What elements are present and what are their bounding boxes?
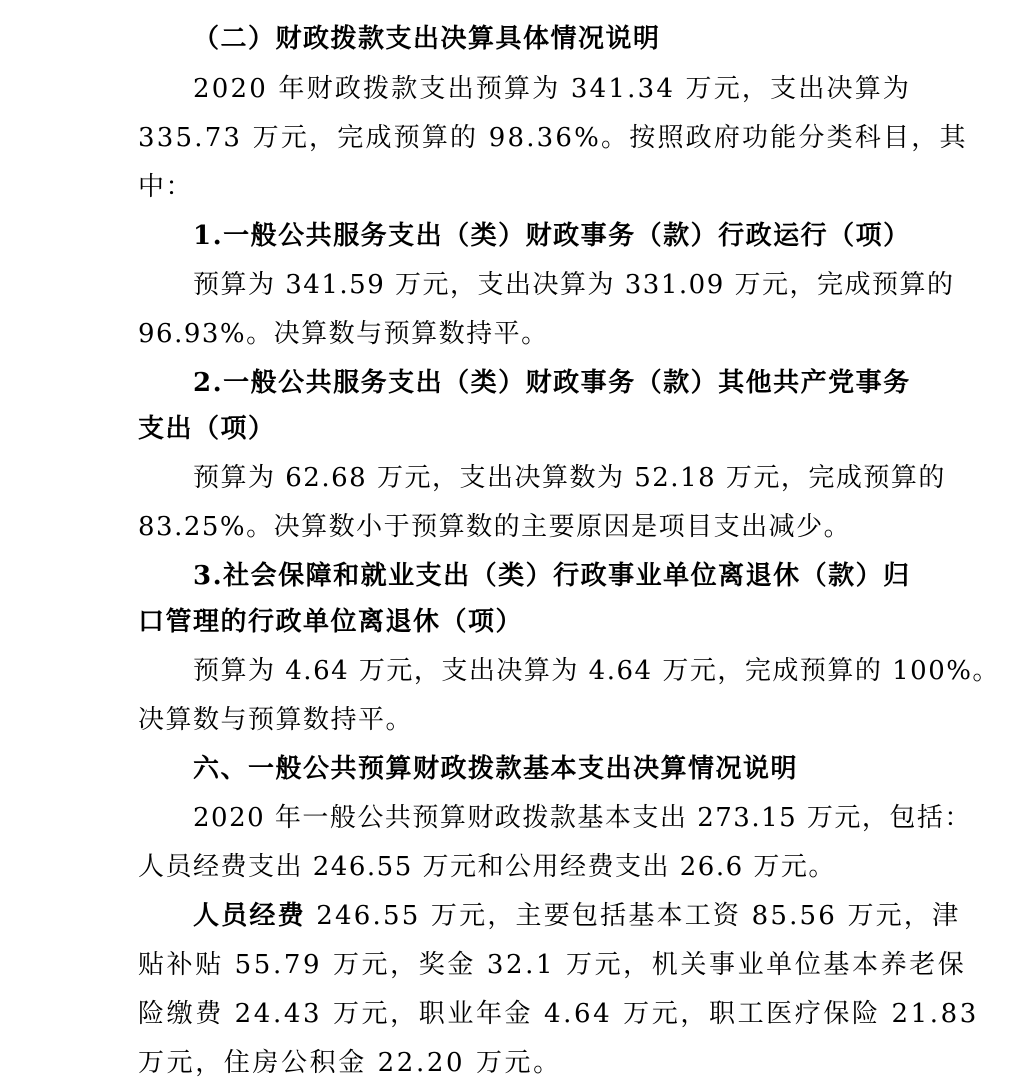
paragraph-line: 中： xyxy=(138,172,194,202)
paragraph-line: 决算数与预算数持平。 xyxy=(138,705,414,735)
section-heading-basic: 六、一般公共预算财政拨款基本支出决算情况说明 xyxy=(193,754,799,784)
paragraph-line: 2020 年一般公共预算财政拨款基本支出 273.15 万元，包括： xyxy=(193,803,972,833)
paragraph-line: 预算为 62.68 万元，支出决算数为 52.18 万元，完成预算的 xyxy=(193,463,946,493)
personnel-paragraph-first xyxy=(193,899,960,933)
paragraph-line: 贴补贴 55.79 万元，奖金 32.1 万元，机关事业单位基本养老保 xyxy=(138,950,967,980)
paragraph-line: 预算为 341.59 万元，支出决算为 331.09 万元，完成预算的 xyxy=(193,270,955,300)
item-heading-2: 2.一般公共服务支出（类）财政事务（款）其他共产党事务 xyxy=(193,368,911,398)
paragraph-line: 人员经费支出 246.55 万元和公用经费支出 26.6 万元。 xyxy=(138,852,836,882)
paragraph-line: 2020 年财政拨款支出预算为 341.34 万元，支出决算为 xyxy=(193,74,912,104)
section-heading-fiscal: （二）财政拨款支出决算具体情况说明 xyxy=(193,24,661,54)
personnel-label: 人员经费 xyxy=(193,901,306,931)
item-heading-3: 3.社会保障和就业支出（类）行政事业单位离退休（款）归 xyxy=(193,561,911,591)
item-heading-2-cont: 支出（项） xyxy=(138,414,276,444)
paragraph-line: 预算为 4.64 万元，支出决算为 4.64 万元，完成预算的 100%。 xyxy=(193,656,1000,686)
personnel-first-rest: 246.55 万元，主要包括基本工资 85.56 万元，津 xyxy=(305,901,961,931)
item-heading-1: 1.一般公共服务支出（类）财政事务（款）行政运行（项） xyxy=(193,221,911,251)
paragraph-line: 万元，住房公积金 22.20 万元。 xyxy=(138,1048,562,1078)
paragraph-line: 96.93%。决算数与预算数持平。 xyxy=(138,319,549,349)
paragraph-line: 83.25%。决算数小于预算数的主要原因是项目支出减少。 xyxy=(138,512,852,542)
paragraph-line: 335.73 万元，完成预算的 98.36%。按照政府功能分类科目，其 xyxy=(138,123,968,153)
item-heading-3-cont: 口管理的行政单位离退休（项） xyxy=(138,607,524,637)
paragraph-line: 险缴费 24.43 万元，职业年金 4.64 万元，职工医疗保险 21.83 xyxy=(138,999,979,1029)
